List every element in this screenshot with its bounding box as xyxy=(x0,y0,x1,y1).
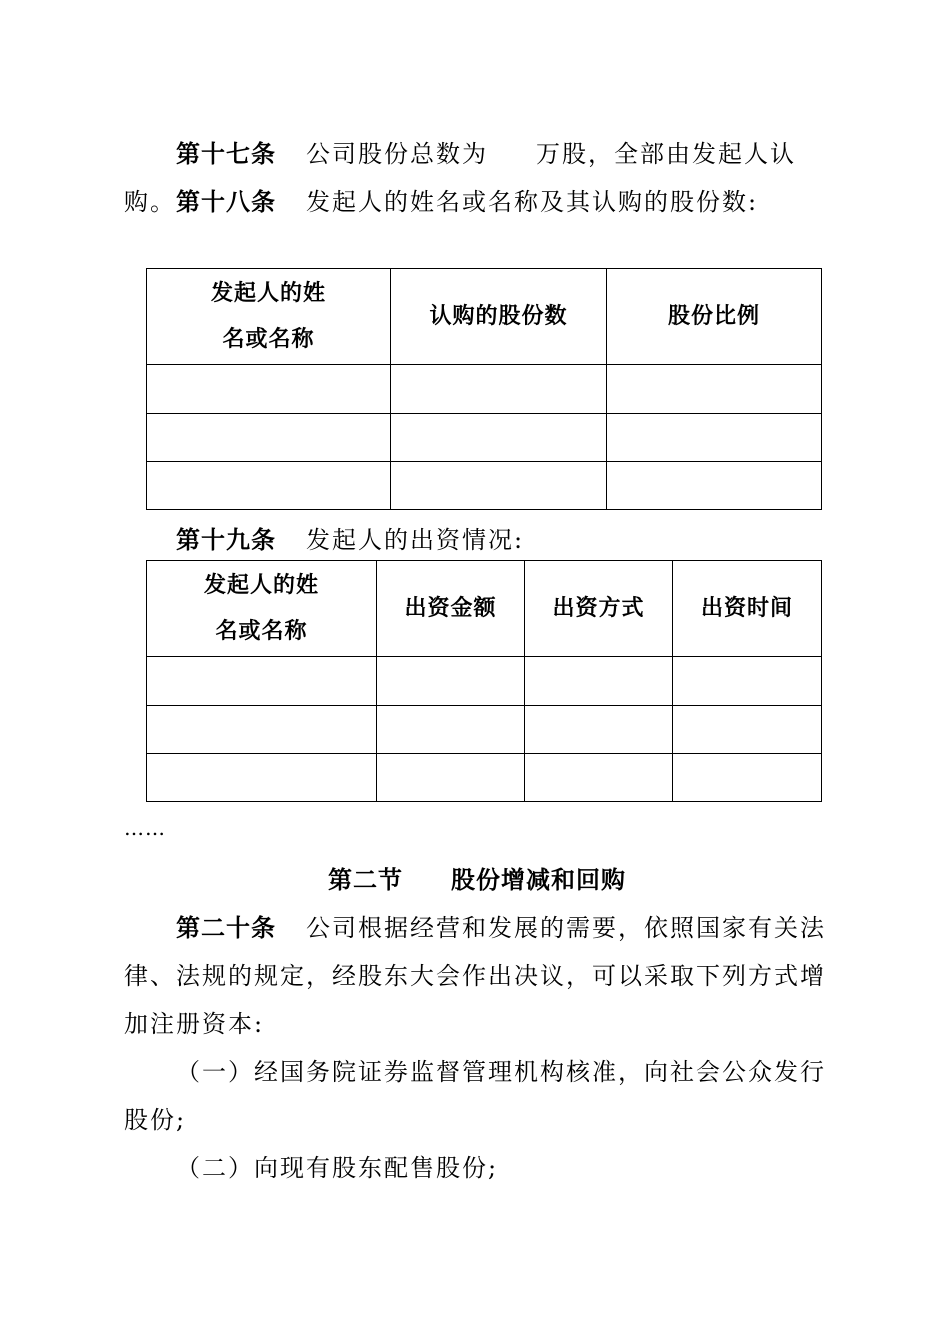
contribution-header-name: 发起人的姓名或名称 xyxy=(147,561,377,657)
contribution-header-method: 出资方式 xyxy=(525,561,673,657)
table-cell xyxy=(147,754,377,802)
section-title: 股份增减和回购 xyxy=(451,866,626,894)
article-18-label: 第十八条 xyxy=(176,188,276,216)
table-cell xyxy=(607,365,822,414)
table-cell xyxy=(673,706,822,754)
table-row xyxy=(147,414,822,462)
article-17-text-before: 公司股份总数为 xyxy=(306,140,488,168)
subscription-header-ratio: 股份比例 xyxy=(607,269,822,365)
section-number: 第二节 xyxy=(328,866,403,894)
article-18-text: 发起人的姓名或名称及其认购的股份数: xyxy=(306,188,759,216)
table-cell xyxy=(391,462,607,510)
subscription-table-header-row xyxy=(147,269,822,365)
article-20 xyxy=(124,904,830,1048)
article-18 xyxy=(124,178,830,226)
table-cell xyxy=(391,365,607,414)
table-cell xyxy=(525,657,673,706)
contribution-table xyxy=(146,560,822,802)
subscription-header-name: 发起人的姓名或名称 xyxy=(147,269,391,365)
subscription-header-shares: 认购的股份数 xyxy=(391,269,607,365)
table-cell xyxy=(377,657,525,706)
table-row xyxy=(147,706,822,754)
table-cell xyxy=(377,706,525,754)
article-17-text-after: 万股，全部由发起人认购。 xyxy=(124,140,796,216)
table-cell xyxy=(147,462,391,510)
article-19-label: 第十九条 xyxy=(176,526,276,554)
article-20-text: 公司根据经营和发展的需要，依照国家有关法律、法规的规定，经股东大会作出决议，可以采取下列方式增加注册资本: xyxy=(124,914,826,1038)
table-cell xyxy=(525,706,673,754)
table-row xyxy=(147,657,822,706)
contribution-header-amount: 出资金额 xyxy=(377,561,525,657)
table-cell xyxy=(673,754,822,802)
subscription-table xyxy=(146,268,822,510)
table-cell xyxy=(673,657,822,706)
table-cell xyxy=(147,365,391,414)
table-cell xyxy=(607,414,822,462)
ellipsis: …… xyxy=(124,816,166,840)
article-20-label: 第二十条 xyxy=(176,914,276,942)
table-cell xyxy=(377,754,525,802)
table-cell xyxy=(147,706,377,754)
article-17-label: 第十七条 xyxy=(176,140,276,168)
list-item: （一）经国务院证券监督管理机构核准，向社会公众发行股份; xyxy=(124,1058,826,1134)
table-row xyxy=(147,754,822,802)
article-19 xyxy=(124,516,830,564)
contribution-header-time: 出资时间 xyxy=(673,561,822,657)
section-heading xyxy=(124,856,830,904)
list-item: （二）向现有股东配售股份; xyxy=(176,1154,499,1182)
table-cell xyxy=(391,414,607,462)
contribution-table-header-row xyxy=(147,561,822,657)
table-row xyxy=(147,462,822,510)
table-row xyxy=(147,365,822,414)
table-cell xyxy=(525,754,673,802)
table-cell xyxy=(147,414,391,462)
article-19-text: 发起人的出资情况: xyxy=(306,526,525,554)
table-cell xyxy=(147,657,377,706)
table-cell xyxy=(607,462,822,510)
